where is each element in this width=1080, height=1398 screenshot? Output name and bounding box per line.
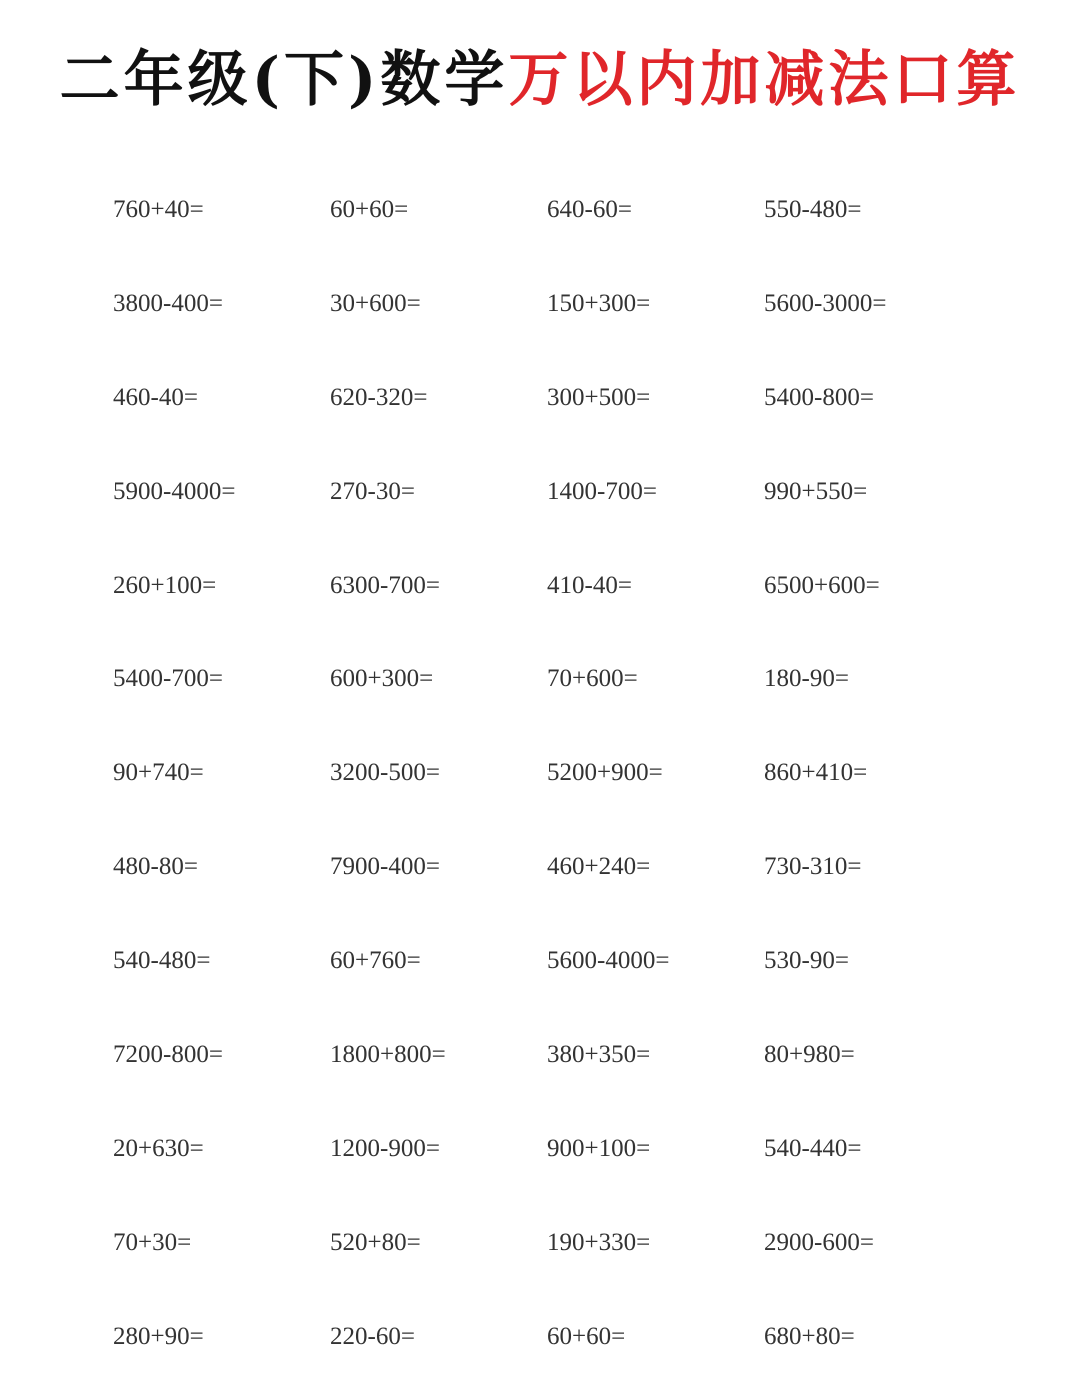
arithmetic-problem: 70+600= [547, 665, 638, 693]
arithmetic-problem: 3200-500= [330, 759, 440, 787]
arithmetic-problem: 640-60= [547, 196, 632, 223]
arithmetic-problem: 1800+800= [330, 1041, 446, 1069]
arithmetic-problem: 460+240= [547, 853, 651, 881]
arithmetic-problem: 620-320= [330, 383, 428, 411]
arithmetic-problem: 600+300= [330, 665, 434, 693]
arithmetic-problem: 480-80= [113, 853, 198, 881]
arithmetic-problem: 760+40= [113, 196, 204, 223]
arithmetic-problem: 300+500= [547, 383, 651, 411]
arithmetic-problem: 5900-4000= [113, 477, 236, 505]
arithmetic-problem: 5400-700= [113, 665, 223, 693]
arithmetic-problem: 410-40= [547, 571, 632, 599]
arithmetic-problem: 60+760= [330, 947, 421, 975]
arithmetic-problem: 990+550= [764, 477, 868, 505]
arithmetic-problem: 1400-700= [547, 477, 657, 505]
arithmetic-problem: 6500+600= [764, 571, 880, 599]
arithmetic-problem: 80+980= [764, 1041, 855, 1069]
arithmetic-problem: 90+740= [113, 759, 204, 787]
worksheet-title [0, 40, 1080, 120]
arithmetic-problem: 540-480= [113, 947, 211, 975]
arithmetic-problem: 550-480= [764, 196, 862, 223]
arithmetic-problem: 6300-700= [330, 571, 440, 599]
arithmetic-problem: 280+90= [113, 1322, 204, 1350]
arithmetic-problem: 60+60= [547, 1322, 626, 1350]
title-topic: 万以内加减法口算 [508, 45, 1021, 115]
arithmetic-problem: 730-310= [764, 853, 862, 881]
arithmetic-problem: 1200-900= [330, 1134, 440, 1162]
arithmetic-problem: 190+330= [547, 1228, 651, 1256]
arithmetic-problem: 680+80= [764, 1322, 855, 1350]
title-grade-subject: 二年级(下)数学 [59, 45, 509, 115]
arithmetic-problem: 530-90= [764, 947, 849, 975]
arithmetic-problem: 5400-800= [764, 383, 874, 411]
arithmetic-problem: 7900-400= [330, 853, 440, 881]
arithmetic-problem: 180-90= [764, 665, 849, 693]
arithmetic-problem: 20+630= [113, 1134, 204, 1162]
arithmetic-problem: 60+60= [330, 196, 409, 223]
arithmetic-problem: 270-30= [330, 477, 415, 505]
arithmetic-problem: 7200-800= [113, 1041, 223, 1069]
arithmetic-problem: 5600-3000= [764, 289, 887, 317]
arithmetic-problem: 30+600= [330, 289, 421, 317]
arithmetic-problem: 150+300= [547, 289, 651, 317]
arithmetic-problem: 3800-400= [113, 289, 223, 317]
arithmetic-problem: 70+30= [113, 1228, 192, 1256]
arithmetic-problem: 2900-600= [764, 1228, 874, 1256]
arithmetic-problem: 260+100= [113, 571, 217, 599]
arithmetic-problem: 540-440= [764, 1134, 862, 1162]
arithmetic-problem: 900+100= [547, 1134, 651, 1162]
problem-grid [113, 163, 981, 1384]
arithmetic-problem: 5600-4000= [547, 947, 670, 975]
arithmetic-problem: 520+80= [330, 1228, 421, 1256]
arithmetic-problem: 860+410= [764, 759, 868, 787]
arithmetic-problem: 380+350= [547, 1041, 651, 1069]
arithmetic-problem: 220-60= [330, 1322, 415, 1350]
arithmetic-problem: 5200+900= [547, 759, 663, 787]
arithmetic-problem: 460-40= [113, 383, 198, 411]
